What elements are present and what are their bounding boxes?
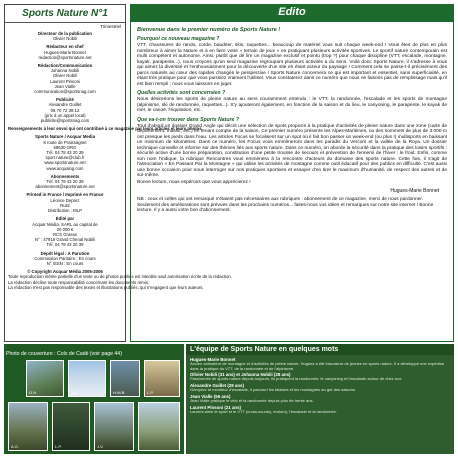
- photo-label: J.N.: [71, 390, 79, 395]
- cover-photo-caption: Photo de couverture : Cols de Cadé (voir page 44): [6, 351, 122, 357]
- masthead-frequency: Trimestriel: [100, 24, 121, 29]
- team-photo-8: [138, 402, 180, 451]
- edito-question: Que va-t-on trouver dans Sports Nature ?: [137, 116, 240, 123]
- credit-line: Publicité: [56, 97, 74, 103]
- credit-line: Jean Vialle: [54, 83, 76, 89]
- photo-label: A.G.: [11, 444, 20, 449]
- edito-question: Quelles activités sont concernées ?: [137, 90, 226, 96]
- credit-block: [8, 192, 122, 213]
- team-member-bio: Ancien animateur de montagne et d'activités de pleine nature, Hugues a été éducateur de jeunes en sports nature. Il a développé une expertise dans la pratique du VTT, de la randonnée et de l'alpinisme.: [190, 361, 445, 371]
- edito-sections: [137, 36, 447, 179]
- team-member-bio: Laurent aime le sport et le VTT (cross-country, enduro), l'escalade et la randonnée.: [190, 408, 337, 414]
- team-photo-6: [52, 402, 90, 451]
- credit-line: 8 route de Praissagnet: [43, 139, 87, 145]
- credit-line: La rédaction décline toute responsabilité concernant les documents remis.: [8, 279, 150, 285]
- photo-label: J.V.: [97, 444, 104, 449]
- credit-line: 69630 ORG: [53, 144, 77, 150]
- credit-line: Johanna Nobili: [50, 68, 80, 74]
- credit-line: Distribution : MLP: [48, 208, 82, 214]
- credit-line: Rédaction/Communication: [37, 63, 93, 69]
- edito-question: Pourquoi ce nouveau magazine ?: [137, 36, 220, 42]
- credit-line: Renseignements à leur envoi qui ont contribué à ce magazine par leurs articles et leurs photos.: [8, 126, 203, 132]
- credit-block: [8, 97, 122, 123]
- credit-line: www.acqualog.com: [46, 165, 84, 171]
- team-member-name: Laurent Pinsoni (21 ans): [190, 404, 241, 410]
- credit-line: Sports Nature / Acquar Media: [34, 134, 95, 140]
- team-member-bio: Passionnés de sports nature depuis toujours, ils pratiquent la randonnée, le canyoning et l'escalade autour de chez eux.: [190, 376, 403, 382]
- team-photo-4: [144, 360, 180, 397]
- credit-line: Printed in France / Imprimé en France: [26, 192, 104, 198]
- credit-line: communication@sportsnag.com: [34, 89, 96, 95]
- edito-closing: Bonne lecture, nous espérons que vous apprécierez !: [137, 179, 251, 185]
- team-member-bio: Grimpeur et moniteur d'escalade, il parcourt les falaises et les montagnes au gré des saisons.: [190, 387, 356, 393]
- edito-paragraph: Tout d'abord un dossier Grand Angle qui décrit une sélection de spots propices à la pratique d'activités de pleine nature dans une zone (carte de département, massif, etc.) en tenant compte de la saison. Ce premier numéro présente les Alpes-Maritimes, ou des sommets de plus de 3 000 m ont presque les pieds dans l'eau. Les articles Focus se focalisent sur un spot où il fait bon passer un week-end (ou plus !) multisports en baissant un minimum de kilomètres. Dans ce numéro, les Focus vous emmèneront dans les paradis du Vercors et la vallée de la Roya. Un dossier technique conseille et informe sur des thèmes liés aux sports nature. Dans ce numéro, on aborde la sécurité dans la pratique des loisirs sportifs : sécurité active d'une bonne préparation, constitution d'une petite trousse de secours et prévention de l'ennemi de l'hiver : le froid. Enfin, comme son nom l'indique, la rubrique Rencontres vous emmènera à la rencontre d'acteurs du domaine des sports nature. Cette fois, il s'agit de l'association « En Passant Par la Montagne » qui utilise les activités de montagne comme outil éducatif pour des publics en difficulté. C'est aussi une bonne occasion pour nous interroger sur nos pratiques sportives et essayer d'en tirer le maximum d'humanité, de respect des autres et de soi-même.: [137, 123, 447, 178]
- edito-signature: Hugues-Marie Bonnet: [390, 188, 439, 194]
- team-member-name: Olivier Nobili (31 ans) et Johanna Nobili (28 ans): [190, 372, 291, 378]
- photo-label: H-M.B.: [113, 390, 126, 395]
- credit-line: Tél. 04 78 43 20 39: [46, 150, 84, 156]
- credit-line: Léonce Deprez: [50, 197, 80, 203]
- credit-block: [8, 63, 122, 94]
- credit-block: [8, 174, 122, 190]
- credit-line: 06 70 72 39 12: [50, 107, 80, 113]
- credit-line: (prix à un appel local): [44, 112, 86, 118]
- edito-paragraph: Nous désirerions les sports de pleine nature au sens couramment entendu : le VTT, la randonnée, l'escalade et les sports de montagne (alpinisme, ski de randonnée, raquettes...). S'y ajouteront également, en fonction de la saison et du lieu, le canyoning, le parapente, le kayak de mer, le canoë, l'équitation, etc.: [137, 97, 447, 113]
- credit-line: Édité par: [55, 216, 75, 222]
- credit-line: Tél. 04 78 43 20 39: [46, 179, 84, 185]
- credit-line: Rédacteur en chef: [46, 44, 84, 50]
- credit-line: sport.nature@club.fr: [45, 155, 85, 161]
- credit-line: Toute reproduction même partielle d'un texte ou de photos publiés est interdite sauf autorisation écrite de la rédaction.: [8, 274, 232, 280]
- credit-line: La rédaction n'est pas responsable des textes et illustrations publiés, qui n'engagent que leurs auteurs.: [8, 284, 204, 290]
- credit-line: Tél. 04 78 43 20 39: [46, 242, 84, 248]
- credit-line: publicite@sportsnag.com: [40, 118, 90, 124]
- photo-label: L.P.: [55, 444, 62, 449]
- credit-line: Abonnements: [50, 173, 80, 179]
- edito-intro: Bienvenue dans le premier numéro de Sports Nature !: [137, 27, 281, 33]
- team-photo-1: [26, 360, 64, 397]
- credit-line: www.sportsnature.net: [44, 160, 86, 166]
- credit-line: Alexandre Guillet: [48, 102, 82, 108]
- team-member-name: Jean Vialle (56 ans): [190, 393, 231, 399]
- photo-label: O.N.: [29, 390, 38, 395]
- team-member-name: Alexandre Guillet (28 ans): [190, 383, 244, 389]
- credit-line: redaction@sportsnature.net: [38, 54, 92, 60]
- credit-block: [8, 269, 232, 290]
- credit-line: RCS Grasse: [52, 231, 78, 237]
- team-photo-5: [8, 402, 48, 451]
- edito-paragraph: VTT, chaussures de rando, corde, baudrier, skis, raquettes... beaucoup de matériel vous suit chaque week-end ! Vous êtes de plus en plus nombreux à aimer la Nature et à en faire votre « terrain de jeux » en pratiquant plusieurs activités sportives. Le sportif nature contemporain est multi compétent et autonome. Ainsi, plutôt que de lire un magazine exclusif et pointu (trop ?) pour chaque discipline (VTT, escalade, montagne, kayak, parapente...), nous croyons qu'un seul magazine regroupant plusieurs activités a du sens. Voilà donc Sports Nature, il s'adresse à vous qui aimez la diversité et l'enthousiasment pour la découverte d'un site en étant acteur du paysage ! Comment cela se passe-t-il précisément des parcs naturels au cœur des rapides changés le perspective ! Sports Nature concernera ce qui est important et essentiel, sans superficialité, en étant très pratique pour que vous puissiez vraiment l'utiliser. Vous constaterez dans ce numéro que nous ne faisons pas de remplissage mais qu'il est bien rempli ; nous vous laissons en juger.: [137, 43, 447, 87]
- team-photo-3: [110, 360, 140, 397]
- team-member-bio: Jean Vialle pratique le vélo et la randonnée depuis plus de trente ans.: [190, 397, 314, 403]
- team-member-name: Hugues-Marie Bonnet: [190, 357, 236, 362]
- team-photos-panel: [4, 344, 184, 454]
- credit-line: Directeur de la publication: [38, 31, 92, 36]
- credit-line: 20 000 €: [56, 226, 74, 232]
- team-box: [186, 344, 454, 454]
- photo-label: L.P.: [147, 390, 154, 395]
- credit-line: Olivier Nobili: [52, 73, 78, 79]
- credit-line: Dépôt légal : À Parution: [40, 250, 90, 256]
- credit-line: Ruitz: [60, 202, 70, 208]
- edito-note: NB : ceux et celles qui ont remarqué n'étaient pas nécessaires aux rubriques : abonnement de ce magazine, merci de nous pardonner. Seulement des améliorations sont prévues dans les prochains numéros... faites-nous vos idées et remarques sur notre site internet ! Bonne lecture. Il y a aussi votre bon d'abonnement.: [137, 197, 434, 213]
- masthead-title: Sports Nature N°1: [5, 5, 125, 23]
- team-photo-7: [94, 402, 134, 451]
- team-members: [186, 355, 454, 414]
- credit-line: Hugues-Marie Bonnet: [44, 49, 86, 55]
- credit-line: N° : 47919 Grand Chenal Nobili: [34, 237, 96, 243]
- credit-line: Olivier Nobili: [52, 36, 78, 42]
- credit-block: [8, 216, 122, 247]
- credit-line: Commission Paritaire : En cours: [34, 255, 96, 261]
- credit-block: [8, 31, 122, 41]
- credit-line: Acquar Média, SARL au capital de: [32, 221, 98, 227]
- credit-block: [8, 251, 122, 267]
- credit-block: [8, 126, 203, 132]
- team-photo-2: [68, 360, 106, 397]
- edito-header: Edito: [130, 4, 454, 21]
- credit-block: [8, 44, 122, 60]
- credit-block: [8, 134, 122, 170]
- credit-line: abonnement@sportsnature.net: [35, 184, 95, 190]
- credit-line: Laurent Pinsoni: [50, 78, 80, 84]
- team-title: L'équipe de Sports Nature en quelques mots: [186, 344, 454, 355]
- credit-line: © Copyright Acquar Média 2005-2006: [27, 269, 103, 275]
- edito-body: [130, 21, 454, 342]
- credit-line: N° ISSN : En cours: [46, 260, 84, 266]
